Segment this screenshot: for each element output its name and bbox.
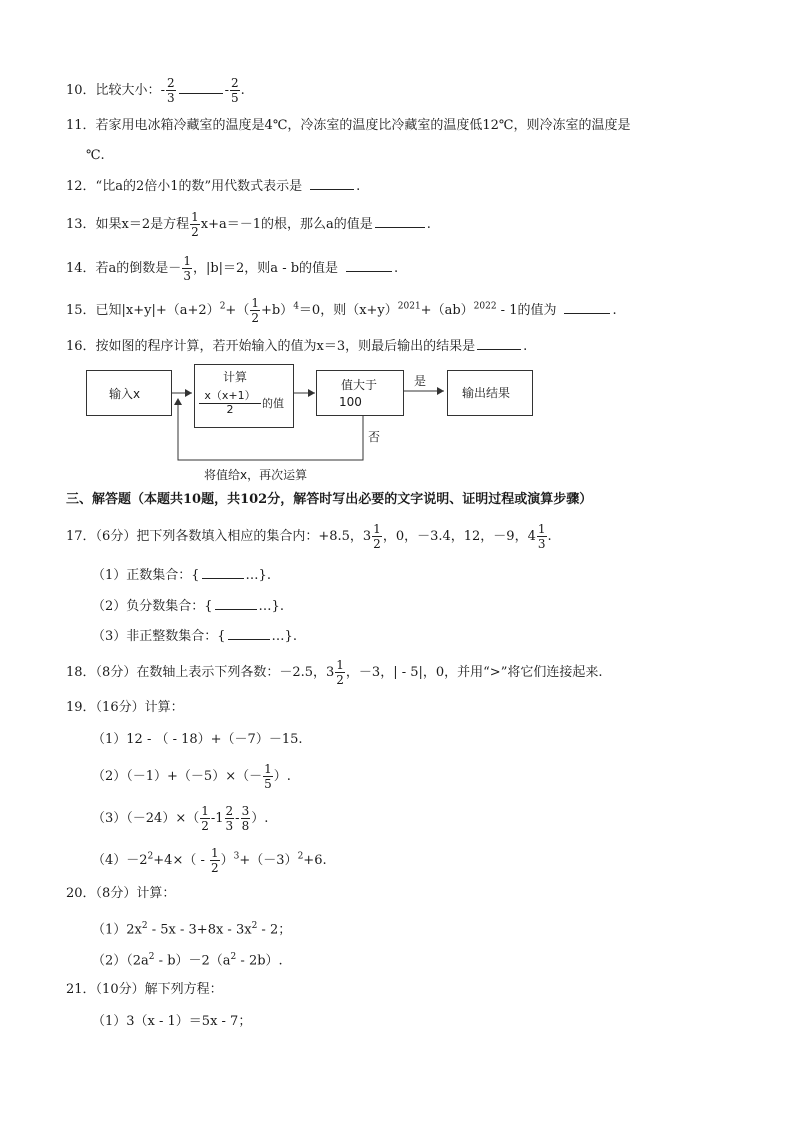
question-number: 18． xyxy=(66,665,96,680)
question-number: 13． xyxy=(66,217,96,232)
fraction xyxy=(263,762,273,791)
question-13 xyxy=(66,210,431,239)
numerator: 1 xyxy=(264,762,272,776)
expression-text: - b）－2（a xyxy=(154,953,231,969)
numerator: 2 xyxy=(231,76,239,90)
question-number: 11． xyxy=(66,118,96,133)
question-21 xyxy=(66,980,223,1000)
expression-text: -1 xyxy=(210,811,224,826)
question-text: ，|b|＝2，则a - b的值是 xyxy=(192,261,339,276)
question-number: 16． xyxy=(66,339,96,354)
question-19-part-2 xyxy=(92,762,291,791)
denominator: 2 xyxy=(191,225,199,239)
question-number: 21． xyxy=(66,982,96,997)
flow-calc-title: 计算 xyxy=(223,370,248,384)
question-number: 12． xyxy=(66,179,96,194)
question-text: （6分）把下列各数填入相应的集合内：+8.5， xyxy=(95,529,363,544)
question-number: 14． xyxy=(66,261,96,276)
numerator: 1 xyxy=(537,522,546,536)
sub-question-text: （2）负分数集合：{ xyxy=(92,599,213,614)
question-12 xyxy=(66,176,360,197)
question-19-part-4 xyxy=(92,846,327,875)
question-number: 20． xyxy=(66,886,96,901)
set-close: …}. xyxy=(271,629,297,644)
denominator: 2 xyxy=(251,311,259,325)
denominator: 2 xyxy=(201,819,209,833)
flow-calc-suffix: 的值 xyxy=(262,397,284,410)
question-15 xyxy=(66,296,617,325)
numerator: 3 xyxy=(241,804,250,818)
numerator: 1 xyxy=(251,296,259,310)
question-number: 19． xyxy=(66,700,96,715)
minus-sign: - xyxy=(160,83,165,98)
mixed-whole: 3 xyxy=(326,665,335,680)
numerator: 1 xyxy=(373,522,381,536)
mixed-whole: 3 xyxy=(362,529,372,544)
answer-blank[interactable] xyxy=(179,80,223,94)
question-18 xyxy=(66,658,602,687)
expression-text: （4）－2 xyxy=(92,853,148,868)
flow-calc-numerator: x（x+1） xyxy=(199,387,261,404)
denominator: 3 xyxy=(183,269,191,283)
flow-output-box xyxy=(447,370,533,416)
question-text: ，－3，| - 5|，0，并用“>”将它们连接起来. xyxy=(345,665,603,680)
denominator: 3 xyxy=(225,819,234,833)
question-text: 比较大小： xyxy=(95,83,161,98)
question-text: （16分）计算： xyxy=(95,700,184,715)
answer-blank[interactable] xyxy=(202,565,244,579)
mixed-whole: 4 xyxy=(527,529,536,544)
question-text: （8分）计算： xyxy=(95,886,176,901)
denominator: 8 xyxy=(241,819,250,833)
exponent: 2 xyxy=(251,921,258,931)
fraction xyxy=(230,76,240,105)
question-number: 17． xyxy=(66,529,96,544)
question-20-part-1 xyxy=(92,916,291,940)
denominator: 5 xyxy=(231,91,239,105)
question-text: x+a＝－1的根，那么a的值是 xyxy=(200,217,373,232)
flow-input-box xyxy=(86,370,172,416)
question-17 xyxy=(66,522,552,551)
exponent: 4 xyxy=(293,301,299,312)
exponent: 2 xyxy=(148,952,155,962)
fraction xyxy=(210,846,220,875)
question-text: “比a的2倍小1的数”用代数式表示是 xyxy=(95,179,303,194)
minus-sign: - xyxy=(224,83,230,98)
exponent: 2021 xyxy=(397,301,421,312)
flow-condition-box xyxy=(316,370,404,416)
question-17-part-1 xyxy=(92,565,271,586)
answer-blank[interactable] xyxy=(375,214,425,228)
sub-question-text: （3）非正整数集合：{ xyxy=(92,629,226,644)
expression-text: +4×（ - xyxy=(153,853,209,868)
question-number: 15． xyxy=(66,303,96,318)
numerator: 1 xyxy=(211,846,219,860)
period: . xyxy=(426,217,431,232)
fraction xyxy=(182,254,192,283)
set-close: …}. xyxy=(245,568,271,583)
period: . xyxy=(547,529,552,544)
expression-text: （3）（－24）×（ xyxy=(92,811,200,826)
question-11 xyxy=(66,116,630,136)
numerator: 2 xyxy=(225,804,234,818)
expression-text: +（－3） xyxy=(239,853,298,868)
flow-loop-label: 将值给x，再次运算 xyxy=(204,468,308,482)
question-text: +（ab） xyxy=(420,303,474,318)
denominator: 3 xyxy=(537,537,546,551)
question-text: ＝0，则（x+y） xyxy=(298,303,398,318)
answer-blank[interactable] xyxy=(228,626,270,640)
question-text: （10分）解下列方程： xyxy=(95,982,223,997)
exponent: 2 xyxy=(219,301,226,312)
denominator: 2 xyxy=(211,861,219,875)
denominator: 3 xyxy=(166,91,175,105)
expression-text: （2）（2a xyxy=(92,953,149,969)
flow-output-label: 输出结果 xyxy=(462,386,511,400)
question-20-part-2 xyxy=(92,947,283,971)
expression-text: （1）2x xyxy=(92,922,142,938)
expression-text: - xyxy=(235,811,240,826)
expression-text: - 2； xyxy=(257,922,292,938)
numerator: 1 xyxy=(336,658,344,672)
period: . xyxy=(356,179,361,194)
flow-calc-denominator: 2 xyxy=(226,403,234,416)
flow-input-label: 输入x xyxy=(109,387,141,401)
answer-blank[interactable] xyxy=(310,176,354,190)
answer-blank[interactable] xyxy=(346,258,392,272)
question-19-part-3 xyxy=(92,804,268,833)
fraction xyxy=(335,658,345,687)
denominator: 2 xyxy=(373,537,381,551)
fraction xyxy=(225,804,235,833)
denominator: 5 xyxy=(264,777,272,791)
question-14 xyxy=(66,254,398,283)
question-text: - 1的值为 xyxy=(496,303,557,318)
question-19-part-1: （1）12 - （ - 18）+（－7）－15. xyxy=(92,732,303,747)
flow-yes-label: 是 xyxy=(414,374,427,388)
question-text: 如果x＝2是方程 xyxy=(95,217,190,232)
question-21-part-1: （1）3（x - 1）＝5x - 7； xyxy=(92,1014,252,1029)
expression-text: ）. xyxy=(251,811,269,826)
unit-text: ℃. xyxy=(86,148,105,163)
period: . xyxy=(394,261,399,276)
exponent: 2 xyxy=(297,851,304,862)
fraction xyxy=(241,804,251,833)
fraction xyxy=(190,210,200,239)
period: . xyxy=(523,339,528,354)
numerator: 1 xyxy=(183,254,191,268)
question-text: +b） xyxy=(260,303,294,318)
fraction xyxy=(250,296,260,325)
question-text: 已知|x+y|+（a+2） xyxy=(95,303,220,318)
exponent: 2022 xyxy=(473,301,497,312)
question-16 xyxy=(66,336,527,357)
exponent: 2 xyxy=(147,851,154,862)
exponent: 2 xyxy=(230,952,237,962)
expression-text: ） xyxy=(220,853,234,868)
flow-condition-value: 100 xyxy=(339,395,362,409)
question-text: +（ xyxy=(225,303,250,318)
expression-text: - 5x - 3+8x - 3x xyxy=(147,922,252,938)
question-text: （8分）在数轴上表示下列各数：－2.5， xyxy=(95,665,326,680)
exponent: 2 xyxy=(141,921,148,931)
section-3-heading: 三、解答题（本题共10题，共102分，解答时写出必要的文字说明、证明过程或演算步骤） xyxy=(66,492,593,507)
numerator: 1 xyxy=(191,210,199,224)
exponent: 3 xyxy=(233,851,240,862)
fraction xyxy=(372,522,382,551)
expression-text: - 2b）. xyxy=(236,953,283,969)
set-close: …}. xyxy=(258,599,284,614)
numerator: 2 xyxy=(166,76,175,90)
answer-blank[interactable] xyxy=(564,300,610,314)
expression-text: ）. xyxy=(273,769,291,784)
flow-no-label: 否 xyxy=(368,430,381,444)
question-11-continuation xyxy=(86,146,105,166)
fraction xyxy=(166,76,176,105)
period: . xyxy=(240,83,245,98)
answer-blank[interactable] xyxy=(215,596,257,610)
question-text: 若a的倒数是－ xyxy=(95,261,182,276)
question-text: 按如图的程序计算，若开始输入的值为x＝3，则最后输出的结果是 xyxy=(95,339,476,354)
fraction xyxy=(537,522,547,551)
answer-blank[interactable] xyxy=(477,336,521,350)
question-text: ，0，－3.4，12，－9， xyxy=(382,529,528,544)
sub-question-text: （1）正数集合：{ xyxy=(92,568,200,583)
expression-text: +6. xyxy=(303,853,327,868)
numerator: 1 xyxy=(201,804,209,818)
denominator: 2 xyxy=(336,673,344,687)
period: . xyxy=(612,303,617,318)
question-19 xyxy=(66,698,184,718)
fraction xyxy=(200,804,210,833)
question-text: 若家用电冰箱冷藏室的温度是4℃，冷冻室的温度比冷藏室的温度低12℃，则冷冻室的温度是 xyxy=(95,118,631,133)
expression-text: （2）（－1）+（－5）×（－ xyxy=(92,769,263,784)
question-10 xyxy=(66,76,245,105)
question-17-part-3 xyxy=(92,626,297,647)
flow-calc-box xyxy=(194,364,294,428)
question-number: 10． xyxy=(66,83,96,98)
question-20 xyxy=(66,884,175,904)
question-17-part-2 xyxy=(92,596,284,617)
flow-condition-text: 值大于 xyxy=(341,378,378,392)
